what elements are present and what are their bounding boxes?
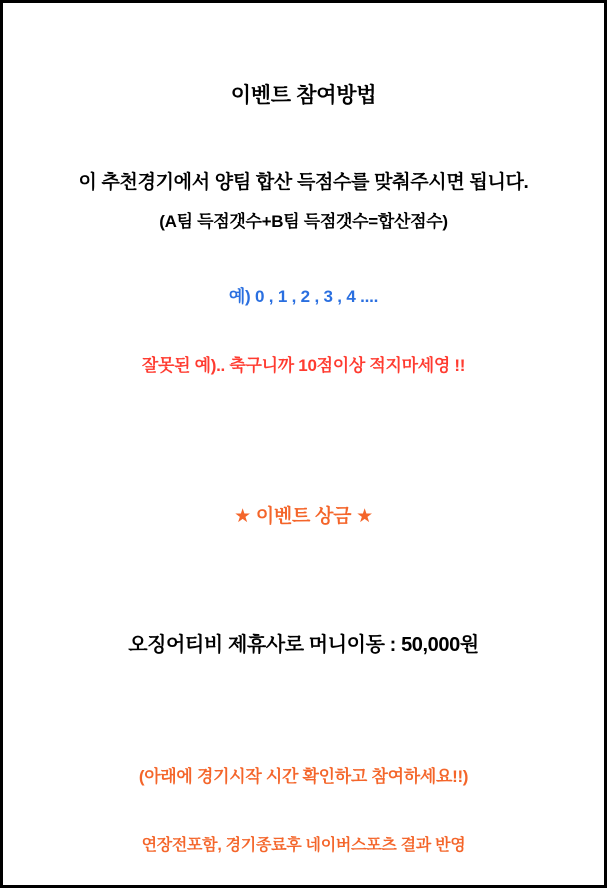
notice-match-time-text: (아래에 경기시작 시간 확인하고 참여하세요!!) xyxy=(138,767,469,786)
notice-rules-text: 연장전포함, 경기종료후 네이버스포츠 결과 반영 xyxy=(141,837,466,854)
notice-content xyxy=(3,79,604,855)
example-valid-text: 예) 0 , 1 , 2 , 3 , 4 .... xyxy=(228,287,379,306)
prize-amount-text: 오징어티비 제휴사로 머니이동 : 50,000원 xyxy=(128,634,479,656)
instruction-formula-text: (A팀 득점갯수+B팀 득점갯수=합산점수) xyxy=(159,212,448,231)
prize-section-heading: ★ 이벤트 상금 ★ xyxy=(234,506,373,527)
page-title: 이벤트 참여방법 xyxy=(230,84,377,107)
instruction-main-text: 이 추천경기에서 양팀 합산 득점수를 맞춰주시면 됩니다. xyxy=(78,172,529,193)
example-invalid-text: 잘못된 예).. 축구니까 10점이상 적지마세영 !! xyxy=(141,356,466,375)
